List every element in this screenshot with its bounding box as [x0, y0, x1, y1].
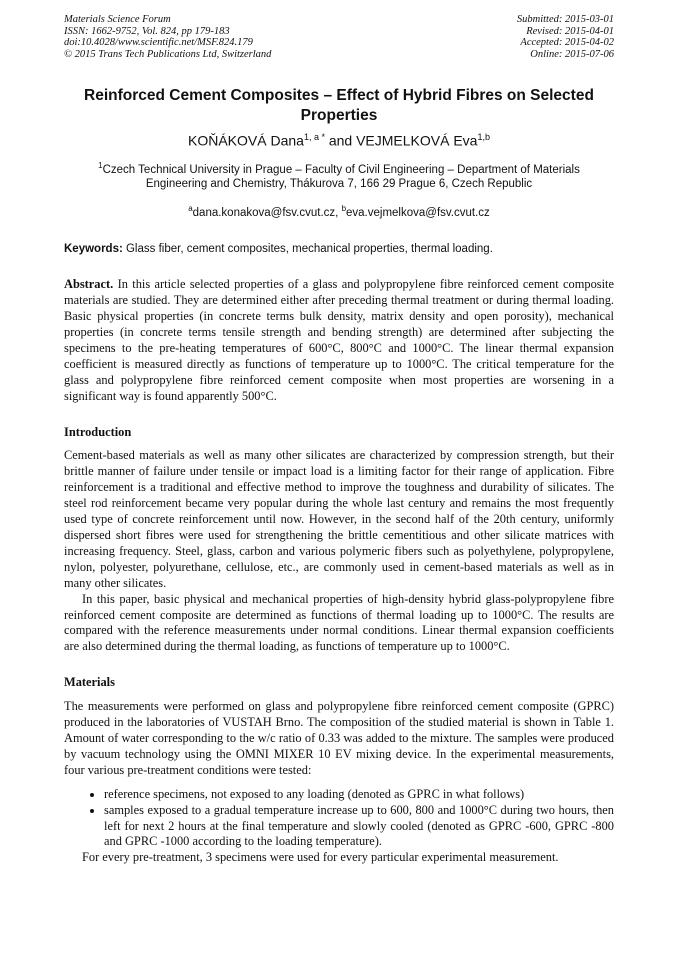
author-2-affil: 1,b [477, 132, 490, 142]
journal-doi: doi:10.4028/www.scientific.net/MSF.824.179 [64, 37, 253, 48]
date-online: Online: 2015-07-06 [530, 48, 614, 60]
journal-copyright: © 2015 Trans Tech Publications Ltd, Switzerland [64, 48, 272, 60]
author-emails [64, 201, 614, 221]
keywords [64, 242, 614, 257]
affiliation-text: Czech Technical University in Prague – Faculty of Civil Engineering – Department of Materials Engineering and Chemistry, Thákurova 7, 166 29 Prague 6, Czech Republic [102, 163, 580, 191]
abstract-text: In this article selected properties of a glass and polypropylene fibre reinforced cement composite materials are studied. They are determined either after preceding thermal treatment or during thermal loading. Basic physical properties (in concrete terms bulk density, matrix density and open porosity), mechanical properties (in concrete terms tensile strength and bending strength) are determined after subjecting the specimens to the pre-heating temperatures of 600°C, 800°C and 1000°C. The linear thermal expansion coefficient is measured directly as functions of temperature up to 1000°C. The critical temperature for the glass and polypropylene fibre reinforced cement composite when most properties are worsening in a significant way is found apparently 500°C. [64, 277, 614, 403]
list-item: • reference specimens, not exposed to any loading (denoted as GPRC in what follows) [104, 787, 614, 803]
author-1-affil: 1, a * [303, 132, 325, 142]
journal-issn: ISSN: 1662-9752, Vol. 824, pp 179-183 [64, 25, 230, 37]
author-1: KOŇÁKOVÁ Dana [188, 132, 304, 149]
date-submitted: Submitted: 2015-03-01 [516, 14, 614, 25]
email-a-marker: a [188, 204, 193, 214]
paper-title: Reinforced Cement Composites – Effect of Hybrid Fibres on Selected Properties [84, 87, 594, 124]
date-revised: Revised: 2015-04-01 [526, 25, 614, 37]
author-conj: and [324, 132, 357, 149]
paper-page [64, 14, 614, 866]
journal-header [64, 14, 614, 60]
affiliation-marker: 1 [98, 160, 103, 170]
submission-dates [517, 14, 614, 60]
materials-paragraph-1: The measurements were performed on glass and polypropylene fibre reinforced cement composite (GPRC) produced in the laboratories of VUSTAH Brno. The composition of the studied material is shown in Table 1. Amount of water corresponding to the w/c ratio of 0.33 was added to the mixture. The samples were produced by vacuum technology using the OMNI MIXER 10 EV mixing device. In the experimental measurements, four various pre-treatment conditions were tested: [64, 699, 614, 777]
email-b-marker: b [341, 204, 347, 214]
introduction-paragraph-1: Cement-based materials as well as many other silicates are characterized by compression strength, but their brittle manner of failure under tensile or impact load is a limiting factor for their range of application. Fibre reinforcement is a traditional and effective method to improve the toughness and durability of silicates. The steel rod reinforcement became very popular during the whole last century and remains the most frequently used type of concrete reinforcement until now. However, in the second half of the 20th century, uniformly dispersed short fibres were used for strengthening the brittle cementitious and other silicate matrices with increasing frequency. Steel, glass, carbon and various polymeric fibers such as polyethylene, polypropylene, nylon, polyester, polyurethane, cellulose, etc., are commonly used in cement-based materials as well as in many other silicates. [64, 448, 614, 590]
materials-paragraph-2: For every pre-treatment, 3 specimens were used for every particular experimental measurement. [82, 850, 559, 865]
author-2: VEJMELKOVÁ Eva [356, 132, 478, 149]
journal-info [64, 14, 271, 60]
email-b[interactable]: eva.vejmelkova@fsv.cvut.cz [346, 207, 490, 220]
abstract-label: Abstract. [64, 277, 114, 292]
list-item: • samples exposed to a gradual temperature increase up to 600, 800 and 1000°C during two hours, then left for next 2 hours at the final temperature and slowly cooled (denoted as GPRC -600, GPRC -800 and GPRC -1000 according to the loading temperature). [104, 803, 614, 851]
keywords-label: Keywords: [64, 243, 123, 256]
introduction-heading: Introduction [64, 424, 132, 439]
author-line [64, 128, 614, 150]
keywords-text: Glass fiber, cement composites, mechanical properties, thermal loading. [122, 243, 493, 256]
date-accepted: Accepted: 2015-04-02 [520, 37, 614, 48]
introduction-paragraph-2: In this paper, basic physical and mechanical properties of high-density hybrid glass-polypropylene fibre reinforced cement composite are determined as functions of thermal loading up to 1000°C. The results are compared with the reference measurements under normal conditions. Linear thermal expansion coefficients are also determined during the thermal loading, as functions of temperature up to 1000°C. [64, 591, 614, 654]
pretreatment-list [64, 787, 614, 851]
materials-heading: Materials [64, 675, 115, 690]
affiliation [64, 158, 614, 193]
journal-name: Materials Science Forum [64, 14, 171, 25]
email-a[interactable]: dana.konakova@fsv.cvut.cz, [192, 207, 342, 220]
abstract [64, 277, 614, 404]
